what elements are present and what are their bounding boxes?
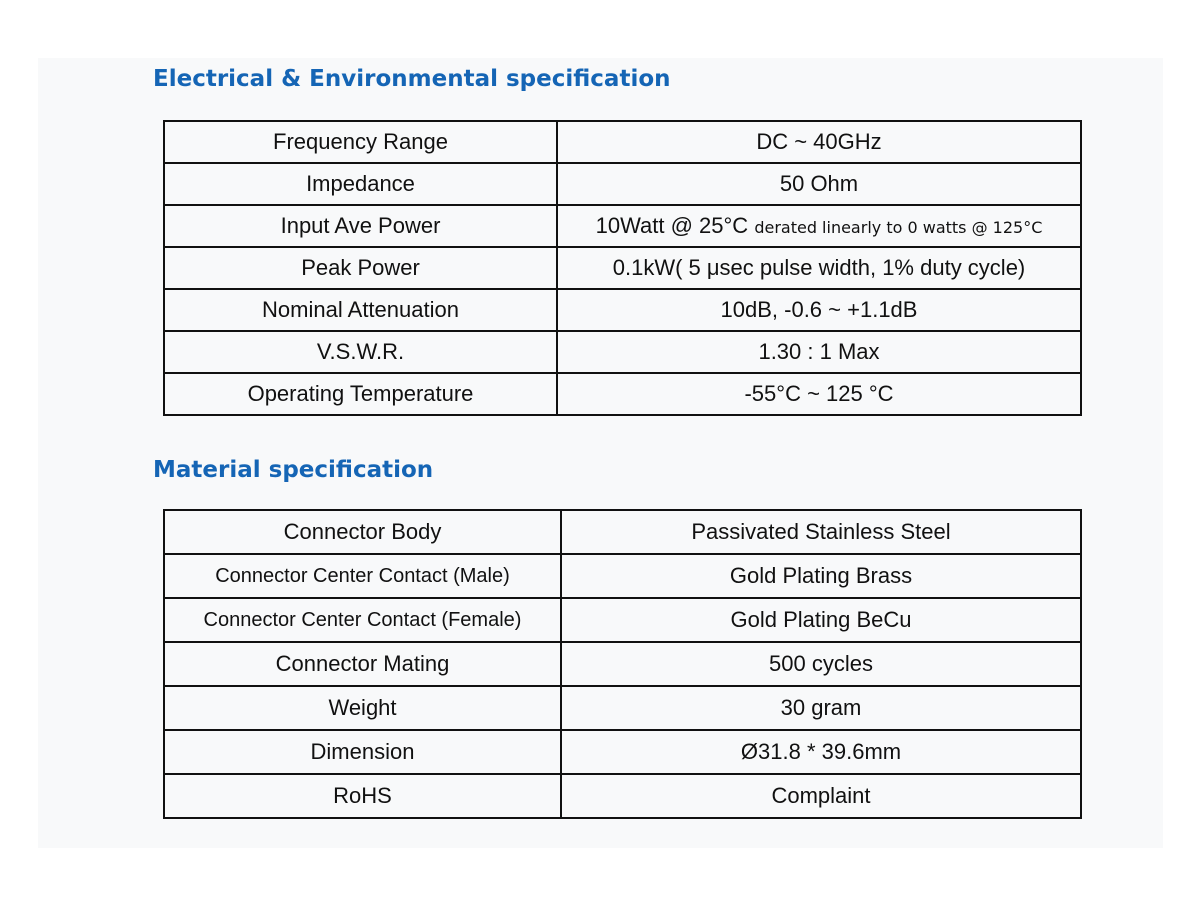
electrical-section-title: Electrical & Environmental specification xyxy=(153,66,671,92)
spec-label: Connector Center Contact (Female) xyxy=(164,598,561,642)
spec-value: 1.30 : 1 Max xyxy=(557,331,1081,373)
spec-label: Nominal Attenuation xyxy=(164,289,557,331)
table-row xyxy=(164,289,1081,331)
table-row xyxy=(164,642,1081,686)
spec-label: Impedance xyxy=(164,163,557,205)
spec-label: Dimension xyxy=(164,730,561,774)
spec-label: Connector Body xyxy=(164,510,561,554)
spec-label: Operating Temperature xyxy=(164,373,557,415)
spec-value: Passivated Stainless Steel xyxy=(561,510,1081,554)
table-row xyxy=(164,686,1081,730)
spec-value: Ø31.8 * 39.6mm xyxy=(561,730,1081,774)
spec-label: Connector Mating xyxy=(164,642,561,686)
spec-label: V.S.W.R. xyxy=(164,331,557,373)
spec-value: DC ~ 40GHz xyxy=(557,121,1081,163)
material-section-title: Material specification xyxy=(153,457,434,483)
table-row xyxy=(164,730,1081,774)
spec-value: 10dB, -0.6 ~ +1.1dB xyxy=(557,289,1081,331)
spec-value: Gold Plating Brass xyxy=(561,554,1081,598)
spec-label: Input Ave Power xyxy=(164,205,557,247)
electrical-spec-table xyxy=(163,120,1082,416)
table-row xyxy=(164,205,1081,247)
spec-value: 50 Ohm xyxy=(557,163,1081,205)
spec-value: -55°C ~ 125 °C xyxy=(557,373,1081,415)
table-row xyxy=(164,774,1081,818)
spec-value: 500 cycles xyxy=(561,642,1081,686)
table-row xyxy=(164,331,1081,373)
table-row xyxy=(164,247,1081,289)
spec-value: 30 gram xyxy=(561,686,1081,730)
spec-value xyxy=(557,205,1081,247)
spec-label: RoHS xyxy=(164,774,561,818)
spec-value: Complaint xyxy=(561,774,1081,818)
spec-value: Gold Plating BeCu xyxy=(561,598,1081,642)
spec-value: 0.1kW( 5 μsec pulse width, 1% duty cycle) xyxy=(557,247,1081,289)
spec-label: Connector Center Contact (Male) xyxy=(164,554,561,598)
spec-value-main: 10Watt @ 25°C xyxy=(595,213,749,238)
spec-label: Peak Power xyxy=(164,247,557,289)
table-row xyxy=(164,554,1081,598)
table-row xyxy=(164,163,1081,205)
spec-value-note: derated linearly to 0 watts @ 125°C xyxy=(754,218,1043,237)
table-row xyxy=(164,373,1081,415)
table-row xyxy=(164,598,1081,642)
table-row xyxy=(164,121,1081,163)
material-spec-table xyxy=(163,509,1082,819)
spec-label: Frequency Range xyxy=(164,121,557,163)
table-row xyxy=(164,510,1081,554)
spec-label: Weight xyxy=(164,686,561,730)
